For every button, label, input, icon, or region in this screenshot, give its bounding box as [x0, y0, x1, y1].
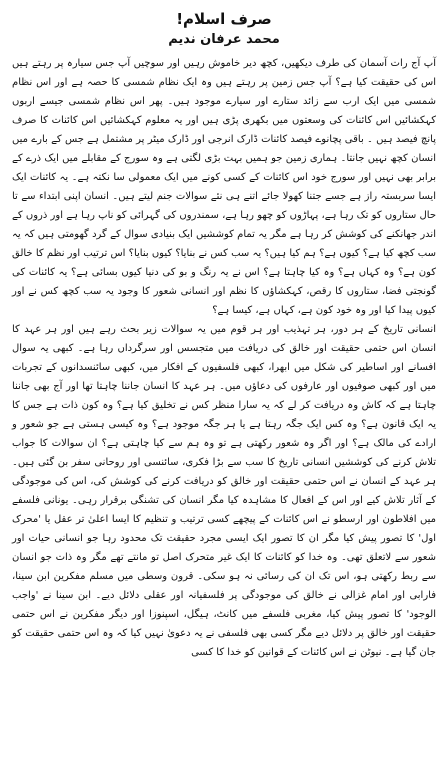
paragraph: انسانی تاریخ کے ہر دور، ہر تہذیب اور ہر قوم میں یہ سوالات زیر بحث رہے ہیں اور ہر عہد کا انسان اس حتمی حقیقت اور خالق کی دریافت میں متجسس اور سرگرداں رہا ہے۔ کبھی یہ سوال افسانے اور اساطیر کی شکل میں ابھرا، کبھی فلسفیوں کے افکار میں، کبھی سائنسدانوں کے تجربات میں اور کبھی صوفیوں اور عارفوں کی دعاؤں میں۔ ہر عہد کا انسان جاننا چاہتا تھا اور آج بھی جاننا چاہتا ہے کہ کاش وہ دریافت کر لے کہ یہ سارا منظر کس نے تخلیق کیا ہے؟ وہ کون ذات ہے جس کا یہ ایک قانون ہے؟ وہ کس ایک جگہ رہتا ہے یا ہر جگہ موجود ہے؟ وہ کیسی ہستی ہے جو شعور و ارادے کی مالک ہے؟ اور اگر وہ شعور رکھتی ہے تو وہ ہم سے کیا چاہتی ہے؟ ان سوالات کا جواب تلاش کرنے کی کوششیں انسانی تاریخ کا سب سے بڑا فکری، سائنسی اور روحانی سفر بن گئی ہیں۔ ہر عہد کے انسان نے اس حتمی حقیقت اور خالق کو دریافت کرنے کی کوشش کی، اس کی موجودگی کے آثار تلاش کیے اور اس کے افعال کا مشاہدہ کیا مگر انسان کی تشنگی برقرار رہی۔ یونانی فلسفے میں افلاطون اور ارسطو نے اس کائنات کے پیچھے کسی ترتیب و تنظیم کا ایسا اعلیٰ تر عقل یا 'محرک اول' کا تصور پیش کیا مگر ان کا تصور ایک ایسی مجرد حقیقت تک محدود رہا جو انسانی حیات اور شعور سے لاتعلق تھی۔ وہ خدا کو کائنات کا ایک غیر متحرک اصل تو مانتے تھے مگر وہ ذات جو انسان سے ربط رکھتی ہو، اس تک ان کی رسائی نہ ہو سکی۔ قرون وسطی میں مسلم مفکرین ابن سینا، فارابی اور امام غزالی نے خالق کی موجودگی پر فلسفیانہ اور عقلی دلائل دیے۔ ابن سینا نے 'واجب الوجود' کا تصور پیش کیا، مغربی فلسفے میں کانٹ، ہیگل، اسپنوزا اور دیگر مفکرین نے اس حتمی حقیقت اور خالق پر دلائل دیے مگر کسی بھی فلسفی نے یہ دعویٰ نہیں کیا کہ وہ اس حتمی حقیقت کو جان گیا ہے۔ نیوٹن نے اس کائنات کے قوانین کو خدا کا کسی — [12, 324, 436, 658]
author-name: محمد عرفان ندیم — [168, 32, 280, 47]
article-body — [12, 54, 436, 662]
paragraph: آپ آج رات آسمان کی طرف دیکھیں، کچھ دیر خاموش رہیں اور سوچیں آپ جس سیارہ پر رہتے ہیں اس کی حقیقت کیا ہے؟ آپ جس زمین پر رہتے ہیں وہ ایک نظام شمسی کا حصہ ہے اور اس نظام شمسی میں ایک ارب سے زائد ستارے اور سیارے موجود ہیں۔ پھر اس نظام شمسی جیسے اربوں کہکشائیں اس کائنات کی وسعتوں میں بکھری پڑی ہیں اور یہ معلوم کہکشائیں اس کائنات کا صرف پانچ فیصد ہیں ۔ باقی پچانوے فیصد کائنات ڈارک انرجی اور ڈارک میٹر پر مشتمل ہے جس کے بارے میں انسان کچھ نہیں جانتا۔ ہماری زمین جو ہمیں بہت بڑی لگتی ہے وہ سورج کے مقابلے میں ایک ذرے کے برابر بھی نہیں اور سورج خود اس کائنات کے کسی کونے میں ایک معمولی سا نکتہ ہے۔ یہ کائنات ایک ایسا سربستہ راز ہے جسے جتنا کھولا جائے اتنے ہی نئے سوالات جنم لیتے ہیں۔ انسان اپنی ابتداء سے تا حال ستاروں کو تک رہا ہے، پہاڑوں کو چھو رہا ہے، سمندروں کی گہرائی کو ناپ رہا ہے اور ذروں کے اندر جھانکنے کی کوشش کر رہا ہے مگر یہ تمام کوششیں ایک بنیادی سوال کے گرد گھومتی ہیں کہ یہ سب کچھ کیا ہے؟ کیوں ہے؟ ہم کیا ہیں؟ یہ سب کس نے بنایا؟ کیوں بنایا؟ اس ترتیب اور نظم کا خالق کون ہے؟ وہ کہاں ہے؟ وہ کیا چاہتا ہے؟ اس نے یہ رنگ و بو کی دنیا کیوں بسائی ہے؟ یہ کائنات کی گونجتی فضا، ستاروں کا رقص، کہکشاؤں کا نظم اور انسانی شعور کا وجود یہ سب کچھ کس نے اور کیوں پیدا کیا اور وہ خود کون ہے، کہاں ہے، کیسا ہے؟ — [12, 58, 436, 316]
article-title: صرف اسلام! — [176, 10, 272, 28]
